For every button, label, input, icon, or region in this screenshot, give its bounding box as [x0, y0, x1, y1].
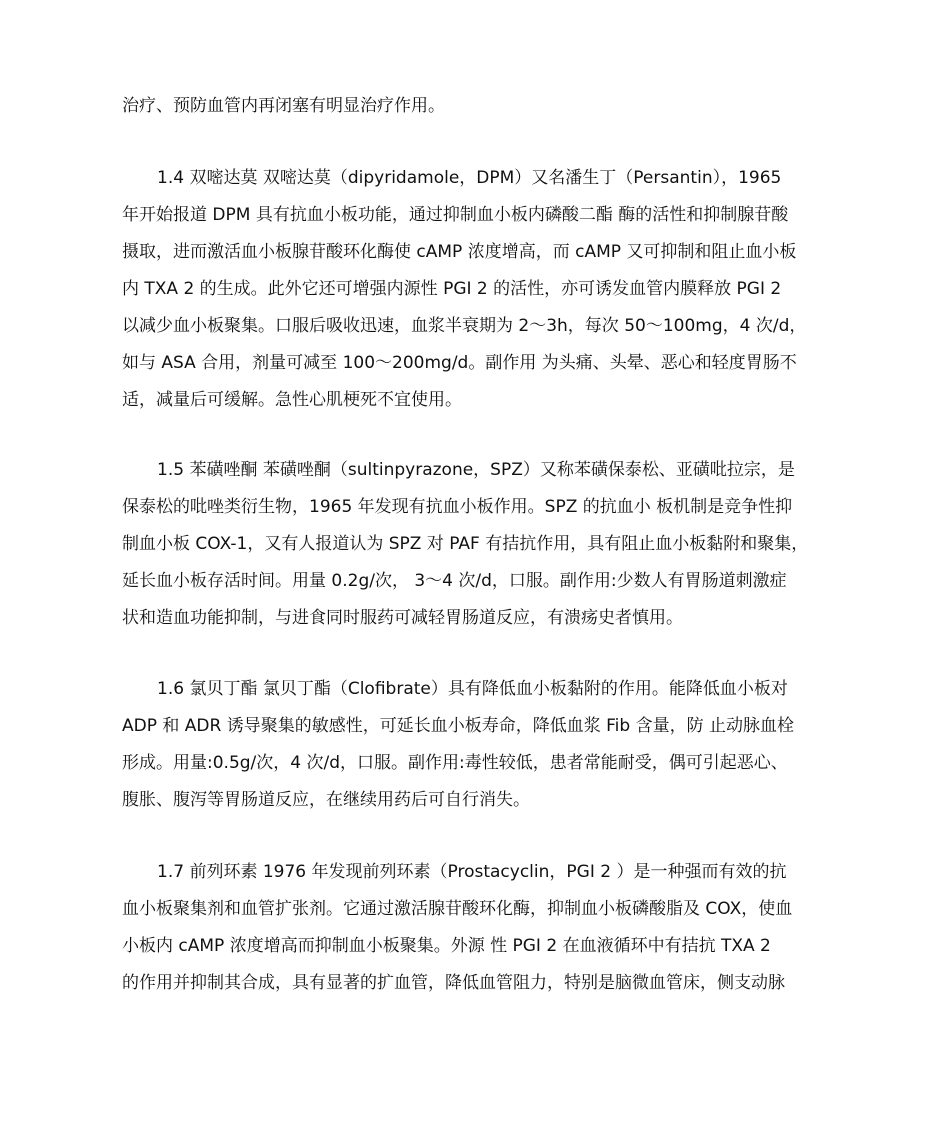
section-1-6-line-3: 形成。用量:0.5g/次，4 次/d，口服。副作用:毒性较低，患者常能耐受，偶可引起恶心、 [122, 753, 788, 773]
section-1-5-line-3: 制血小板 COX-1，又有人报道认为 SPZ 对 PAF 有拮抗作用，具有阻止血小板黏附和聚集， [122, 534, 809, 554]
section-1-6-line-2: ADP 和 ADR 诱导聚集的敏感性，可延长血小板寿命，降低血浆 Fib 含量，防 止动脉血栓 [122, 716, 794, 736]
section-1-4-line-2: 年开始报道 DPM 具有抗血小板功能，通过抑制血小板内磷酸二酯 酶的活性和抑制腺苷酸 [122, 205, 789, 225]
section-1-5-line-4: 延长血小板存活时间。用量 0.2g/次， 3～4 次/d，口服。副作用:少数人有胃肠道刺激症 [122, 571, 787, 591]
section-1-7-line-2: 血小板聚集剂和血管扩张剂。它通过激活腺苷酸环化酶，抑制血小板磷酸脂及 COX，使血 [122, 899, 793, 919]
section-1-7-line-1: 1.7 前列环素 1976 年发现前列环素（Prostacyclin，PGI 2 ）是一种强而有效的抗 [157, 862, 787, 882]
section-1-5-line-5: 状和造血功能抑制，与进食同时服药可减轻胃肠道反应，有溃疡史者慎用。 [122, 608, 683, 628]
section-1-7-line-4: 的作用并抑制其合成，具有显著的扩血管，降低血管阻力，特别是脑微血管床，侧支动脉 [122, 973, 785, 993]
section-1-6-line-1: 1.6 氯贝丁酯 氯贝丁酯（Clofibrate）具有降低血小板黏附的作用。能降低血小板对 [157, 679, 788, 699]
section-1-7-line-3: 小板内 cAMP 浓度增高而抑制血小板聚集。外源 性 PGI 2 在血液循环中有拮抗 TXA 2 [122, 936, 771, 956]
section-1-4-line-3: 摄取，进而激活血小板腺苷酸环化酶使 cAMP 浓度增高，而 cAMP 又可抑制和阻止血小板 [122, 242, 797, 262]
section-1-5-line-2: 保泰松的吡唑类衍生物，1965 年发现有抗血小板作用。SPZ 的抗血小 板机制是竞争性抑 [122, 497, 793, 517]
section-1-4-line-1: 1.4 双嘧达莫 双嘧达莫（dipyridamole，DPM）又名潘生丁（Persantin），1965 [157, 168, 782, 188]
section-1-5-line-1: 1.5 苯磺唑酮 苯磺唑酮（sultinpyrazone，SPZ）又称苯磺保泰松、亚磺吡拉宗，是 [157, 460, 795, 480]
section-1-4-line-7: 适，减量后可缓解。急性心肌梗死不宜使用。 [122, 390, 462, 410]
section-1-4-line-5: 以减少血小板聚集。口服后吸收迅速，血浆半衰期为 2～3h，每次 50～100mg，4 次/d， [122, 316, 807, 336]
paragraph-1-line-1: 治疗、预防血管内再闭塞有明显治疗作用。 [122, 96, 445, 116]
section-1-6-line-4: 腹胀、腹泻等胃肠道反应，在继续用药后可自行消失。 [122, 790, 530, 810]
section-1-4-line-4: 内 TXA 2 的生成。此外它还可增强内源性 PGI 2 的活性，亦可诱发血管内膜释放 PGI 2 [122, 279, 782, 299]
section-1-4-line-6: 如与 ASA 合用，剂量可减至 100～200mg/d。副作用 为头痛、头晕、恶心和轻度胃肠不 [122, 353, 797, 373]
